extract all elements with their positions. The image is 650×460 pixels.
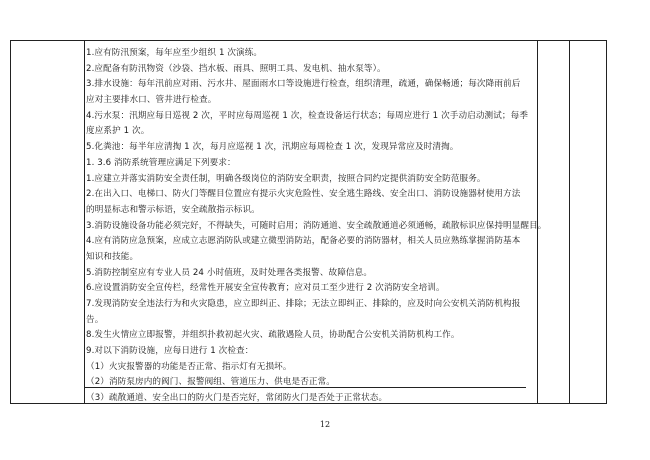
content-cell — [86, 46, 547, 407]
column-divider-right-2 — [569, 41, 570, 403]
text-line: 2.在出入口、电梯口、防火门等醒目位置应有提示火灾危险性、安全逃生路线、安全出口、消防设施器材使用方法 — [86, 189, 521, 200]
text-line: 5.消防控制室应有专业人员 24 小时值班，及时处理各类报警、故障信息。 — [86, 267, 373, 278]
text-line: 1. 3.6 消防系统管理应满足下列要求： — [86, 157, 236, 168]
text-line: （3）疏散通道、安全出口的防火门是否完好，常闭防火门是否处于正常状态。 — [86, 393, 388, 404]
row-divider — [84, 387, 526, 388]
text-line: 4.应有消防应急预案，应成立志愿消防队或建立微型消防站，配备必要的消防器材，相关人员应熟练掌握消防基本 — [86, 236, 521, 247]
text-line: 3.排水设施：每年汛前应对雨、污水井、屋面雨水口等设施进行检查，组织清理，疏通，确保畅通；每次降雨前后 — [86, 79, 521, 90]
text-line: （2）消防泵房内的阀门、报警阀组、管道压力、供电是否正常。 — [86, 377, 335, 388]
text-line: 2.应配备有防汛物资（沙袋、挡水板、雨具、照明工具、发电机、抽水泵等）。 — [86, 63, 386, 74]
text-line: 1.应有防汛预案，每年应至少组织 1 次演练。 — [86, 48, 263, 58]
text-line: 的明显标志和警示标语，安全疏散指示标识。 — [86, 204, 260, 215]
text-line: （1）火灾报警器的功能是否正常、指示灯有无损坏。 — [86, 361, 292, 372]
text-line: 9.对以下消防设施，应每日进行 1 次检查： — [86, 346, 254, 357]
text-line: 1.应建立并落实消防安全责任制，明确各级岗位的消防安全职责，按照合同约定提供消防安全防范服务。 — [86, 173, 486, 184]
text-line: 知识和技能。 — [86, 251, 139, 262]
text-line: 6.应设置消防安全宣传栏，经常性开展安全宣传教育；应对员工至少进行 2 次消防安全培训。 — [86, 283, 445, 294]
text-line: 3.消防设施设备功能必须完好，不得缺失，可随时启用；消防通道、安全疏散通道必须通畅，疏散标识应保持明显醒目。 — [86, 220, 547, 231]
column-divider-left — [84, 41, 85, 403]
text-line: 告。 — [86, 314, 104, 325]
text-line: 5.化粪池：每半年应清掏 1 次，每月应巡视 1 次，汛期应每周检查 1 次，发现异常应及时清掏。 — [86, 142, 459, 153]
text-line: 4.污水泵：汛期应每日巡视 2 次，平时应每周巡视 1 次，检查设备运行状态；每周应进行 1 次手动启动测试；每季 — [86, 110, 529, 121]
text-line: 8.发生火情应立即报警，并组织扑救初起火灾、疏散遇险人员，协助配合公安机关消防机构工作。 — [86, 330, 460, 341]
text-line: 度应系护 1 次。 — [86, 126, 150, 137]
page-number: 12 — [319, 420, 331, 429]
text-line: 应对主要排水口、管井进行检查。 — [86, 95, 217, 106]
text-line: 7.发现消防安全违法行为和火灾隐患，应立即纠正、排除；无法立即纠正、排除的，应及时向公安机关消防机构报 — [86, 299, 521, 309]
